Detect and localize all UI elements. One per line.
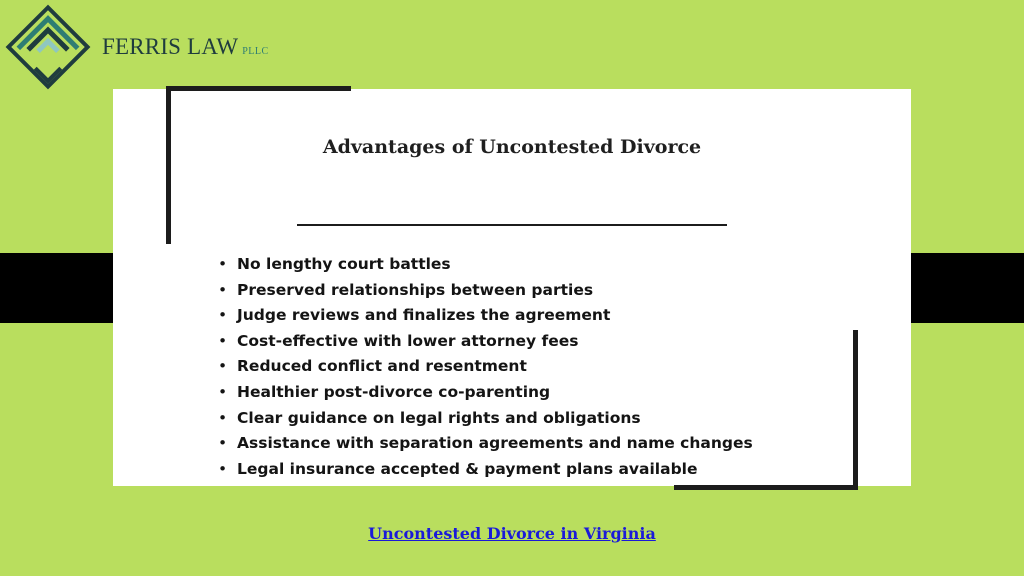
- top-left-bracket-decoration: [166, 86, 351, 244]
- card-title: Advantages of Uncontested Divorce: [322, 136, 702, 158]
- list-item: [218, 406, 753, 432]
- list-item: [218, 354, 753, 380]
- right-black-bar: [902, 253, 1024, 323]
- brand-suffix: PLLC: [242, 46, 269, 57]
- advantages-list: [218, 252, 753, 482]
- list-item: [218, 431, 753, 457]
- list-item: [218, 252, 753, 278]
- list-item: [218, 329, 753, 355]
- bullet-icon: •: [218, 331, 228, 350]
- footer: [0, 524, 1024, 544]
- list-item: [218, 303, 753, 329]
- left-black-bar: [0, 253, 129, 323]
- bullet-icon: •: [218, 280, 228, 299]
- list-item-text: Assistance with separation agreements and name changes: [237, 434, 753, 453]
- list-item-text: Preserved relationships between parties: [237, 280, 594, 299]
- bullet-icon: •: [218, 357, 228, 376]
- list-item: [218, 278, 753, 304]
- list-item-text: Reduced conflict and resentment: [237, 357, 527, 376]
- bullet-icon: •: [218, 459, 228, 478]
- bullet-icon: •: [218, 382, 228, 401]
- list-item-text: Judge reviews and finalizes the agreement: [237, 306, 611, 325]
- bullet-icon: •: [218, 306, 228, 325]
- list-item-text: No lengthy court battles: [237, 255, 451, 273]
- list-item-text: Legal insurance accepted & payment plans available: [237, 459, 698, 478]
- title-divider: [297, 224, 727, 226]
- brand-name-text: FERRIS LAW: [102, 34, 239, 59]
- uncontested-divorce-virginia-link[interactable]: Uncontested Divorce in Virginia: [368, 524, 656, 543]
- list-item: [218, 380, 753, 406]
- brand-name: [102, 34, 269, 60]
- list-item-text: Cost-effective with lower attorney fees: [237, 331, 579, 350]
- list-item-text: Healthier post-divorce co-parenting: [237, 382, 551, 401]
- list-item-text: Clear guidance on legal rights and obligations: [237, 408, 641, 427]
- bullet-icon: •: [218, 434, 228, 453]
- list-item: [218, 457, 753, 483]
- diamond-chevron-logo-icon: [4, 4, 92, 90]
- bullet-icon: •: [218, 408, 228, 427]
- bullet-icon: •: [218, 255, 228, 273]
